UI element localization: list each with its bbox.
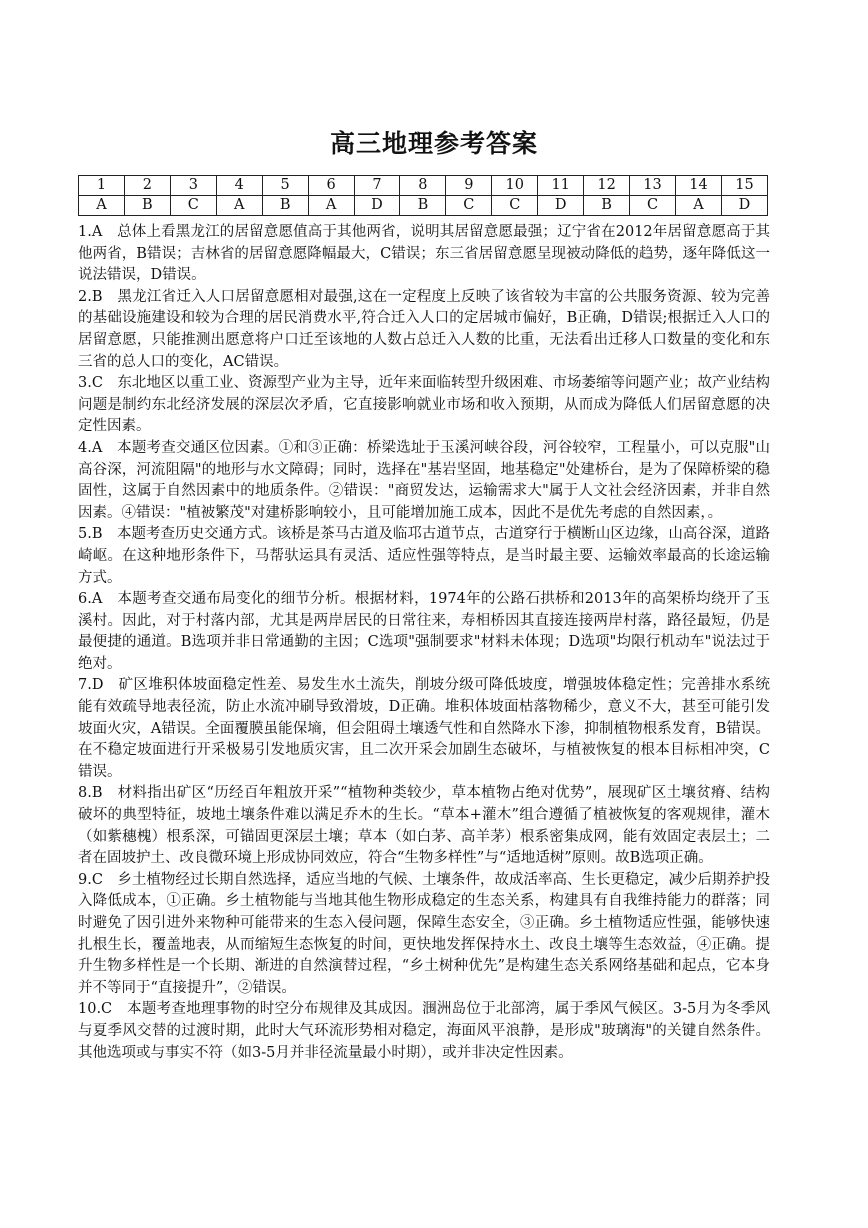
answer-cell: C — [630, 196, 676, 216]
answer-table — [78, 175, 768, 216]
explanation-1: 1.A 总体上看黑龙江的居留意愿值高于其他两省，说明其居留意愿最强；辽宁省在2012年居留意愿高于其他两省，B错误；吉林省的居留意愿降幅最大，C错误；东三省居留意愿呈现被动降低的趋势，逐年降低这一说法错误，D错误。 — [78, 224, 770, 284]
question-number-cell: 1 — [79, 176, 125, 196]
explanation-8: 8.B 材料指出矿区“历经百年粗放开采”“植物种类较少，草本植物占绝对优势”，展现矿区土壤贫瘠、结构破坏的典型特征，坡地土壤条件难以满足乔木的生长。“草本+灌木”组合遵循了植被恢复的客观规律，灌木（如紫穗槐）根系深，可锚固更深层土壤；草本（如白茅、高羊茅）根系密集成网，能有效固定表层土；二者在固坡护土、改良微环境上形成协同效应，符合“生物多样性”与“适地适树”原则。故B选项正确。 — [78, 785, 770, 867]
answer-cell: C — [446, 196, 492, 216]
explanation-7: 7.D 矿区堆积体坡面稳定性差、易发生水土流失，削坡分级可降低坡度，增强坡体稳定性；完善排水系统能有效疏导地表径流，防止水流冲刷导致滑坡，D正确。堆积体坡面枯落物稀少，意义不大，甚至可能引发坡面火灾，A错误。全面覆膜虽能保墒，但会阻碍土壤透气性和自然降水下渗，抑制植物根系发育，B错误。在不稳定坡面进行开采极易引发地质灾害，且二次开采会加剧生态破坏，与植被恢复的根本目标相冲突，C错误。 — [78, 677, 770, 780]
answer-cell: C — [492, 196, 538, 216]
answer-row — [79, 196, 768, 216]
question-number-cell: 8 — [400, 176, 446, 196]
question-number-cell: 2 — [124, 176, 170, 196]
question-number-cell: 3 — [170, 176, 216, 196]
question-number-cell: 12 — [584, 176, 630, 196]
explanation-9: 9.C 乡土植物经过长期自然选择，适应当地的气候、土壤条件，故成活率高、生长更稳定，减少后期养护投入降低成本，①正确。乡土植物能与当地其他生物形成稳定的生态关系，构建具有自我维持能力的群落；同时避免了因引进外来物种可能带来的生态入侵问题，保障生态安全，③正确。乡土植物适应性强，能够快速扎根生长，覆盖地表，从而缩短生态恢复的时间，更快地发挥保持水土、改良土壤等生态效益，④正确。提升生物多样性是一个长期、渐进的自然演替过程，“乡土树种优先”是构建生态关系网络基础和起点，它本身并不等同于“直接提升”，②错误。 — [78, 871, 770, 996]
answer-cell: A — [216, 196, 262, 216]
explanation-6: 6.A 本题考查交通布局变化的细节分析。根据材料，1974年的公路石拱桥和2013年的高架桥均绕开了玉溪村。因此，对于村落内部，尤其是两岸居民的日常往来，寿相桥因其直接连接两岸村落，路径最短，仍是最便捷的通道。B选项并非日常通勤的主因；C选项"强制要求"材料未体现；D选项"均限行机动车"说法过于绝对。 — [78, 591, 770, 672]
answer-cell: C — [170, 196, 216, 216]
answer-cell: B — [124, 196, 170, 216]
question-number-row — [79, 176, 768, 196]
answer-cell: D — [721, 196, 767, 216]
question-number-cell: 7 — [354, 176, 400, 196]
answer-cell: B — [400, 196, 446, 216]
question-number-cell: 10 — [492, 176, 538, 196]
question-number-cell: 11 — [538, 176, 584, 196]
question-number-cell: 6 — [308, 176, 354, 196]
question-number-cell: 13 — [630, 176, 676, 196]
answer-cell: A — [308, 196, 354, 216]
answer-cell: A — [675, 196, 721, 216]
explanation-3: 3.C 东北地区以重工业、资源型产业为主导，近年来面临转型升级困难、市场萎缩等问题产业；故产业结构问题是制约东北经济发展的深层次矛盾，它直接影响就业市场和收入预期，从而成为降低人们居留意愿的决定性因素。 — [78, 375, 770, 435]
explanation-2: 2.B 黑龙江省迁入人口居留意愿相对最强,这在一定程度上反映了该省较为丰富的公共服务资源、较为完善的基础设施建设和较为合理的居民消费水平,符合迁入人口的定居城市偏好，B正确，D错误;根据迁入人口的居留意愿，只能推测出愿意将户口迁至该地的人数占总迁入人数的比重，无法看出迁移人口数量的变化和东三省的总人口的变化，AC错误。 — [78, 288, 770, 370]
question-number-cell: 4 — [216, 176, 262, 196]
question-number-cell: 5 — [262, 176, 308, 196]
question-number-cell: 14 — [675, 176, 721, 196]
answer-cell: D — [538, 196, 584, 216]
page-title: 高三地理参考答案 — [329, 129, 538, 158]
answer-cell: B — [584, 196, 630, 216]
question-number-cell: 9 — [446, 176, 492, 196]
explanation-4: 4.A 本题考查交通区位因素。①和③正确：桥梁选址于玉溪河峡谷段，河谷较窄，工程量小，可以克服"山高谷深，河流阻隔"的地形与水文障碍；同时，选择在"基岩坚固，地基稳定"处建桥台，是为了保障桥梁的稳固性，这属于自然因素中的地质条件。②错误："商贸发达，运输需求大"属于人文社会经济因素，并非自然因素。④错误："植被繁茂"对建桥影响较小，且可能增加施工成本，因此不是优先考虑的自然因素，。 — [78, 439, 770, 521]
explanations — [78, 222, 770, 1064]
answer-cell: B — [262, 196, 308, 216]
answer-cell: D — [354, 196, 400, 216]
explanation-5: 5.B 本题考查历史交通方式。该桥是茶马古道及临邛古道节点，古道穿行于横断山区边缘，山高谷深，道路崎岖。在这种地形条件下，马帮驮运具有灵活、适应性强等特点，是当时最主要、运输效率最高的长途运输方式。 — [78, 526, 770, 586]
answer-cell: A — [79, 196, 125, 216]
explanation-10: 10.C 本题考查地理事物的时空分布规律及其成因。涠洲岛位于北部湾，属于季风气候区。3-5月为冬季风与夏季风交替的过渡时期，此时大气环流形势相对稳定，海面风平浪静，是形成"玻璃海"的关键自然条件。其他选项或与事实不符（如3-5月并非径流量最小时期），或并非决定性因素。 — [78, 1001, 770, 1061]
question-number-cell: 15 — [721, 176, 767, 196]
